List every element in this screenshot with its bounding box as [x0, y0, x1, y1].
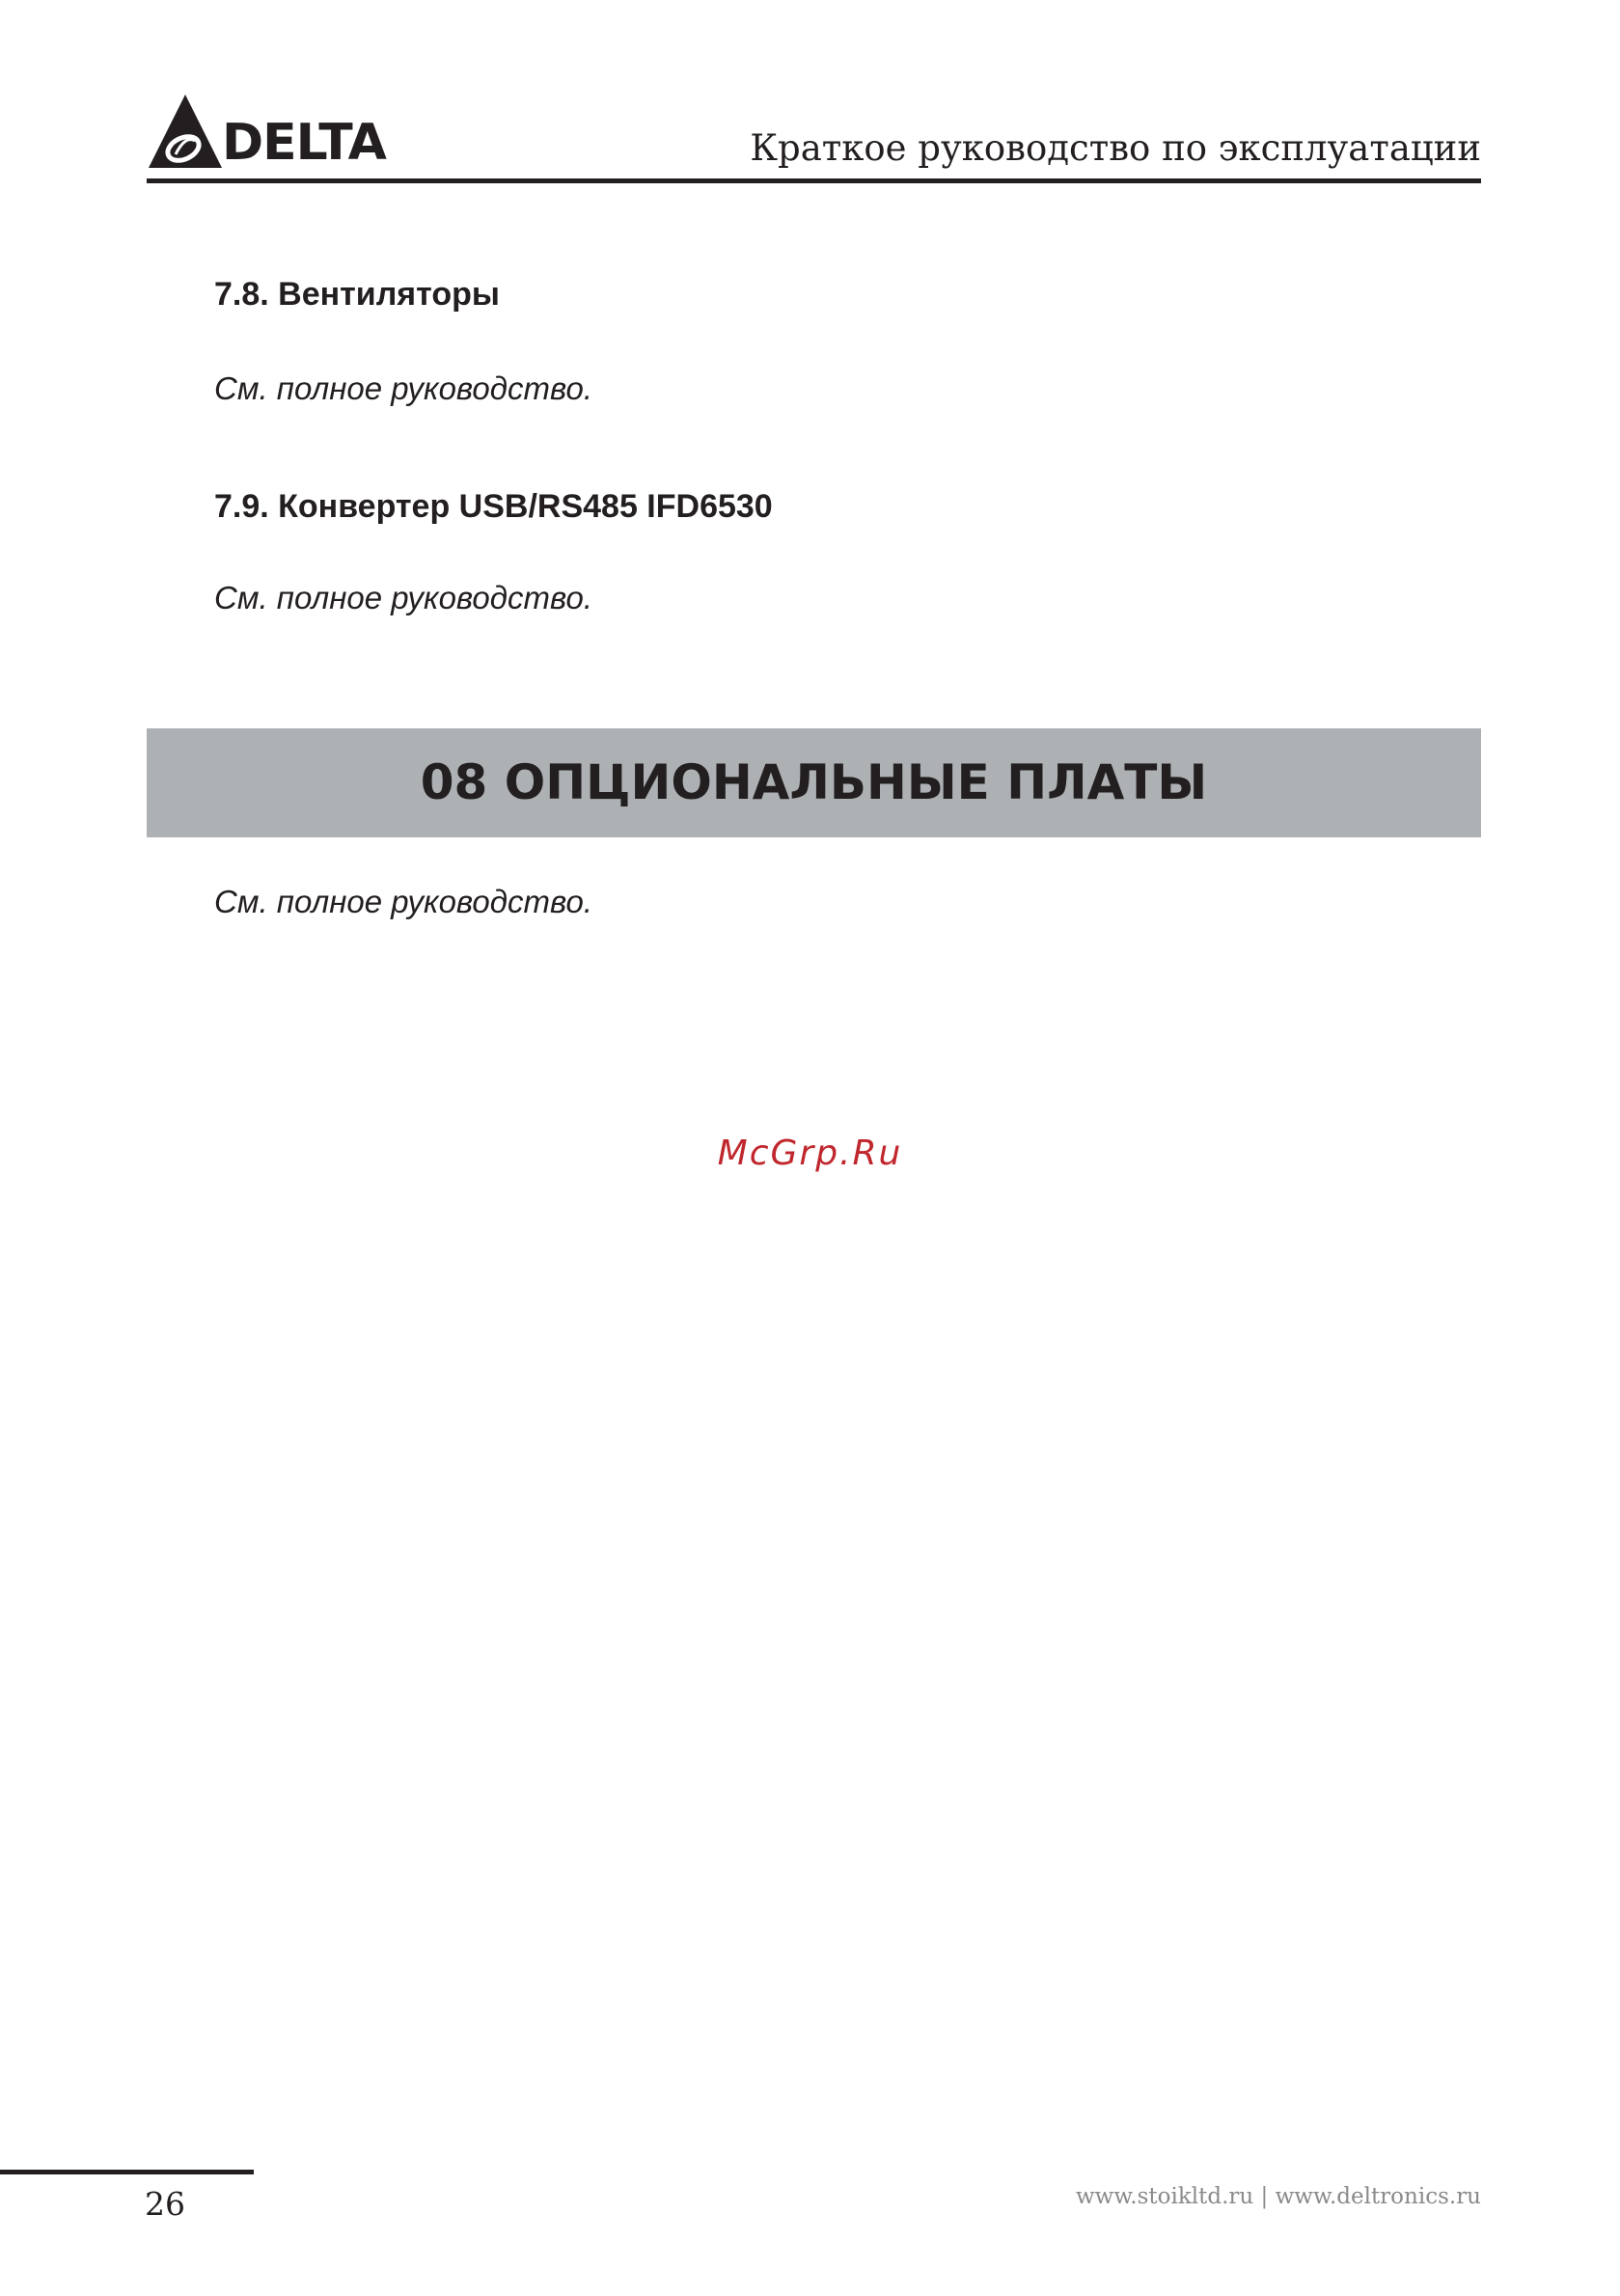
logo-wordmark: DELTA	[222, 114, 386, 172]
page-number: 26	[145, 2185, 185, 2223]
section-heading-converter: 7.9. Конвертер USB/RS485 IFD6530	[214, 488, 773, 525]
section-body-fans: См. полное руководство.	[214, 370, 593, 406]
document-title: Краткое руководство по эксплуатации	[750, 127, 1481, 169]
delta-triangle-icon	[147, 93, 224, 172]
watermark: McGrp.Ru	[717, 1134, 903, 1173]
footer-divider	[0, 2170, 254, 2174]
header-divider	[147, 178, 1481, 183]
chapter-title: 08 ОПЦИОНАЛЬНЫЕ ПЛАТЫ	[420, 754, 1208, 810]
section-heading-fans: 7.8. Вентиляторы	[214, 276, 500, 313]
chapter-body: См. полное руководство.	[214, 884, 593, 919]
footer-links: www.stoikltd.ru | www.deltronics.ru	[1075, 2184, 1481, 2209]
chapter-banner	[147, 728, 1481, 837]
section-body-converter: См. полное руководство.	[214, 580, 593, 615]
delta-logo	[147, 93, 386, 172]
